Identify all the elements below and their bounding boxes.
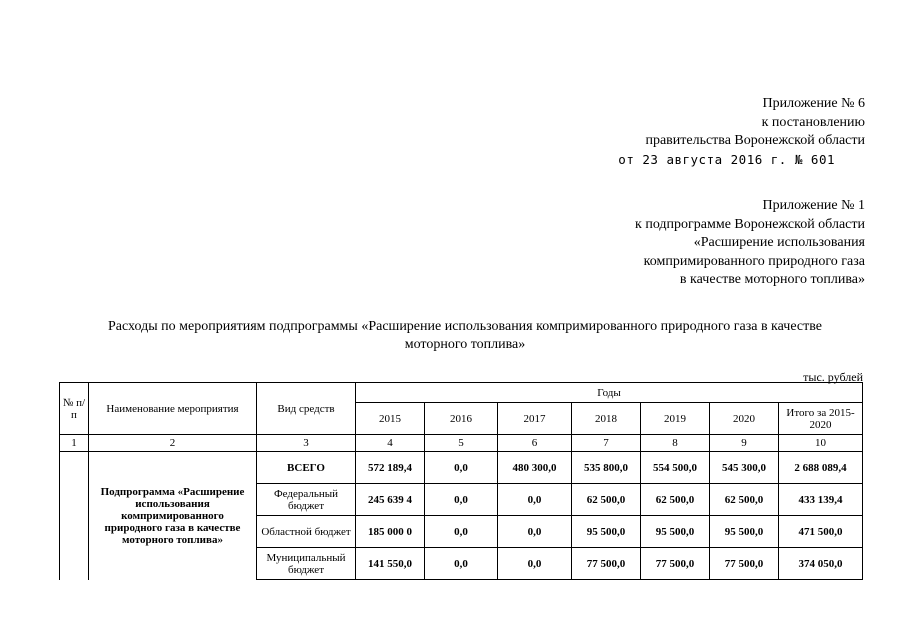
header-fund-type: Вид средств <box>257 383 356 435</box>
value-cell: 0,0 <box>498 516 572 548</box>
row-number <box>60 452 89 580</box>
value-cell: 141 550,0 <box>356 548 425 580</box>
header-years: Годы <box>356 383 863 403</box>
value-cell: 95 500,0 <box>572 516 641 548</box>
column-index: 5 <box>425 435 498 452</box>
appendix-1-line: к подпрограмме Воронежской области <box>635 216 865 232</box>
value-cell: 0,0 <box>425 548 498 580</box>
value-cell: 0,0 <box>425 484 498 516</box>
appendix-1-header <box>635 197 865 290</box>
column-index: 7 <box>572 435 641 452</box>
total-cell: 2 688 089,4 <box>779 452 863 484</box>
fund-type: Муниципальный бюджет <box>257 548 356 580</box>
column-index: 3 <box>257 435 356 452</box>
total-cell: 471 500,0 <box>779 516 863 548</box>
header-year: 2018 <box>572 403 641 435</box>
value-cell: 77 500,0 <box>710 548 779 580</box>
value-cell: 0,0 <box>425 452 498 484</box>
header-year: 2019 <box>641 403 710 435</box>
total-cell: 374 050,0 <box>779 548 863 580</box>
value-cell: 0,0 <box>498 484 572 516</box>
table-header-row <box>60 383 863 403</box>
header-year: 2015 <box>356 403 425 435</box>
appendix-6-line: к постановлению <box>761 114 865 130</box>
value-cell: 0,0 <box>498 548 572 580</box>
document-title <box>40 318 890 354</box>
header-year: 2017 <box>498 403 572 435</box>
decree-date-stamp: от 23 августа 2016 г. № 601 <box>618 151 835 167</box>
appendix-6-line: правительства Воронежской области <box>645 133 865 148</box>
header-year: 2020 <box>710 403 779 435</box>
value-cell: 95 500,0 <box>710 516 779 548</box>
value-cell: 77 500,0 <box>572 548 641 580</box>
value-cell: 554 500,0 <box>641 452 710 484</box>
column-index: 6 <box>498 435 572 452</box>
header-total: Итого за 2015-2020 <box>779 403 863 435</box>
value-cell: 245 639 4 <box>356 484 425 516</box>
header-activity-name: Наименование мероприятия <box>89 383 257 435</box>
column-index: 4 <box>356 435 425 452</box>
appendix-1-line: «Расширение использования <box>693 235 865 250</box>
document-title-line: моторного топлива» <box>404 337 526 352</box>
value-cell: 480 300,0 <box>498 452 572 484</box>
program-name: Подпрограмма «Расширение использования компримированного природного газа в качестве моторного топлива» <box>89 452 257 580</box>
column-index-row <box>60 435 863 452</box>
value-cell: 535 800,0 <box>572 452 641 484</box>
value-cell: 77 500,0 <box>641 548 710 580</box>
column-index: 10 <box>779 435 863 452</box>
value-cell: 62 500,0 <box>710 484 779 516</box>
fund-type: Областной бюджет <box>257 516 356 548</box>
header-number: № п/п <box>60 383 89 435</box>
table-row <box>60 452 863 484</box>
column-index: 2 <box>89 435 257 452</box>
appendix-6-header <box>618 95 865 169</box>
column-index: 1 <box>60 435 89 452</box>
appendix-6-title: Приложение № 6 <box>762 96 865 111</box>
appendix-1-line: компримированного природного газа <box>643 253 865 269</box>
total-cell: 433 139,4 <box>779 484 863 516</box>
fund-type: ВСЕГО <box>257 452 356 484</box>
value-cell: 62 500,0 <box>641 484 710 516</box>
expenses-table <box>59 382 863 580</box>
header-year: 2016 <box>425 403 498 435</box>
document-title-line: Расходы по мероприятиям подпрограммы «Расширение использования компримированного природного газа в качестве <box>108 319 822 334</box>
appendix-1-line: в качестве моторного топлива» <box>679 272 865 287</box>
column-index: 9 <box>710 435 779 452</box>
value-cell: 0,0 <box>425 516 498 548</box>
value-cell: 185 000 0 <box>356 516 425 548</box>
column-index: 8 <box>641 435 710 452</box>
value-cell: 62 500,0 <box>572 484 641 516</box>
appendix-1-title: Приложение № 1 <box>762 198 865 213</box>
fund-type: Федеральный бюджет <box>257 484 356 516</box>
value-cell: 545 300,0 <box>710 452 779 484</box>
value-cell: 95 500,0 <box>641 516 710 548</box>
units-label: тыс. рублей <box>803 370 863 384</box>
value-cell: 572 189,4 <box>356 452 425 484</box>
